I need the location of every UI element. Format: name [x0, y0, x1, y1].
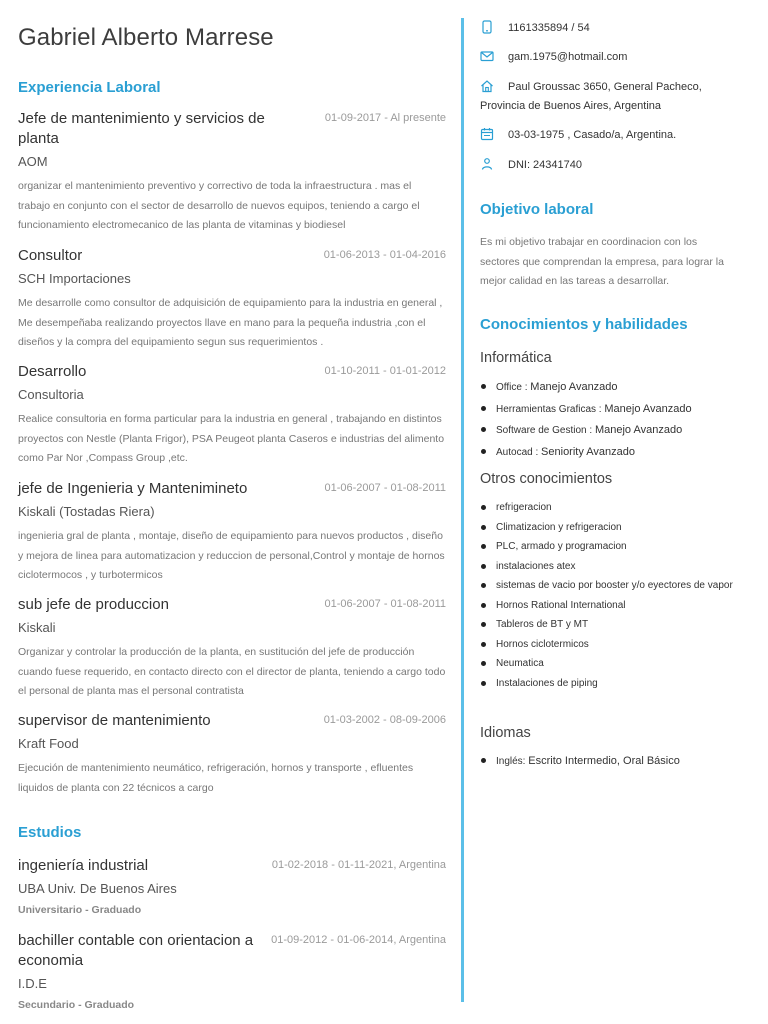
education-date: 01-09-2012 - 01-06-2014, Argentina: [271, 934, 446, 946]
job-entry: [18, 362, 446, 469]
education-entry: [18, 856, 446, 916]
list-item: PLC, armado y programacion: [480, 537, 740, 557]
job-entry: [18, 109, 446, 236]
job-company: Kiskali (Tostadas Riera): [18, 504, 155, 519]
contact-dni-text: DNI: 24341740: [508, 159, 582, 171]
list-item: Tableros de BT y MT: [480, 615, 740, 635]
person-icon: [480, 157, 494, 171]
job-date: 01-09-2017 - Al presente: [324, 112, 446, 124]
job-description: Me desarrolle como consultor de adquisición de equipamiento para la industria en general , Me desempeñaba realizando proyectos llave en mano para la pequeña industria ,con el diseños y la compra del equipamiento segun sus requerimientos .: [18, 297, 443, 348]
objective-text: Es mi objetivo trabajar en coordinacion con los sectores que comprendan la empresa, para lograr la mejor calidad en las tareas a desarrollar.: [480, 236, 724, 287]
list-item: sistemas de vacio por booster y/o eyectores de vapor: [480, 576, 740, 596]
contact-dni: [480, 156, 582, 175]
list-item: Climatizacion y refrigeracion: [480, 518, 740, 538]
job-date: 01-10-2011 - 01-01-2012: [324, 365, 446, 377]
idiomas-heading: Idiomas: [480, 725, 531, 741]
job-title: supervisor de mantenimiento: [18, 712, 211, 729]
education-title: bachiller contable con orientacion a economia: [18, 932, 254, 969]
list-item: Software de Gestion : Manejo Avanzado: [480, 420, 740, 442]
job-title: Jefe de mantenimiento y servicios de planta: [18, 110, 265, 147]
mail-icon: [480, 49, 494, 63]
job-date: 01-06-2013 - 01-04-2016: [323, 249, 446, 261]
list-item: Hornos ciclotermicos: [480, 635, 740, 655]
otros-list: [480, 498, 740, 693]
candidate-name: Gabriel Alberto Marrese: [18, 24, 274, 51]
list-item: Autocad : Seniority Avanzado: [480, 442, 740, 464]
section-title-objective: Objetivo laboral: [480, 201, 594, 218]
contact-phone-text: 1161335894 / 54: [508, 22, 590, 34]
section-title-education: Estudios: [18, 824, 82, 841]
education-title: ingeniería industrial: [18, 857, 149, 874]
section-title-skills: Conocimientos y habilidades: [480, 316, 688, 333]
list-item: refrigeracion: [480, 498, 740, 518]
home-icon: [480, 79, 494, 93]
education-date: 01-02-2018 - 01-11-2021, Argentina: [271, 859, 446, 871]
job-description: Ejecución de mantenimiento neumático, refrigeración, hornos y transporte , efluentes liquidos de planta con 22 técnicos a cargo: [18, 762, 414, 794]
list-item: Office : Manejo Avanzado: [480, 377, 740, 399]
education-status: Universitario - Graduado: [18, 904, 142, 916]
column-divider: [461, 18, 464, 1002]
job-date: 01-06-2007 - 01-08-2011: [324, 482, 446, 494]
job-company: Kiskali: [18, 620, 56, 635]
job-title: Desarrollo: [18, 363, 87, 380]
job-date: 01-06-2007 - 01-08-2011: [324, 598, 446, 610]
list-item: Neumatica: [480, 654, 740, 674]
contact-address: [480, 78, 720, 116]
job-title: jefe de Ingenieria y Mantenimineto: [18, 480, 248, 497]
education-status: Secundario - Graduado: [18, 999, 135, 1011]
job-description: organizar el mantenimiento preventivo y correctivo de toda la infraestructura . mas el trabajo en conjunto con el sector de desarrollo de nuevos equipos, teniendo a cargo el funcionamiento electromecanico de las planta de vitaminas y biodiesel: [18, 180, 420, 231]
job-company: AOM: [18, 154, 48, 169]
job-company: SCH Importaciones: [18, 271, 131, 286]
list-item: Inglés: Escrito Intermedio, Oral Básico: [480, 751, 740, 773]
list-item: instalaciones atex: [480, 557, 740, 577]
job-entry: [18, 595, 446, 702]
otros-heading: Otros conocimientos: [480, 471, 613, 487]
job-description: ingenieria gral de planta , montaje, diseño de equipamiento para nuevos productos , diseño y mejora de linea para automatizacion y reduccion de personal,Control y montaje de hornos ciclotermocos , y turbotermicos: [18, 530, 445, 581]
contact-email-text: gam.1975@hotmail.com: [508, 51, 628, 63]
job-description: Realice consultoria en forma particular para la industria en general , trabajando en distintos proyectos con Nestle (Planta Frigor), PSA Peugeot planta Caseros e industrias del alimento como Par Nor ,Compass Group ,etc.: [18, 413, 445, 464]
list-item: Hornos Rational International: [480, 596, 740, 616]
education-school: UBA Univ. De Buenos Aires: [18, 881, 177, 896]
contact-birth-text: 03-03-1975 , Casado/a, Argentina.: [508, 129, 677, 141]
job-title: Consultor: [18, 247, 83, 264]
contact-phone: [480, 19, 590, 38]
contact-birth: [480, 126, 676, 145]
education-entry: [18, 931, 446, 1011]
idiomas-list: [480, 751, 740, 773]
job-title: sub jefe de produccion: [18, 596, 169, 613]
job-date: 01-03-2002 - 08-09-2006: [323, 714, 446, 726]
education-school: I.D.E: [18, 976, 47, 991]
contact-address-text: Paul Groussac 3650, General Pacheco, Provincia de Buenos Aires, Argentina: [480, 81, 702, 112]
phone-icon: [480, 20, 494, 34]
list-item: Herramientas Graficas : Manejo Avanzado: [480, 399, 740, 421]
contact-email: [480, 48, 627, 67]
job-entry: [18, 246, 446, 353]
calendar-icon: [480, 127, 494, 141]
job-entry: [18, 479, 446, 586]
job-company: Kraft Food: [18, 736, 79, 751]
job-entry: [18, 711, 446, 798]
section-title-experience: Experiencia Laboral: [18, 79, 161, 96]
job-company: Consultoria: [18, 387, 84, 402]
informatica-heading: Informática: [480, 350, 552, 366]
list-item: Instalaciones de piping: [480, 674, 740, 694]
informatica-list: [480, 377, 740, 463]
job-description: Organizar y controlar la producción de la planta, en sustitución del jefe de producción cuando fuese requerido, en contacto directo con el director de planta, teniendo a cargo todo el personal de planta mas el personal contratista: [18, 646, 446, 697]
